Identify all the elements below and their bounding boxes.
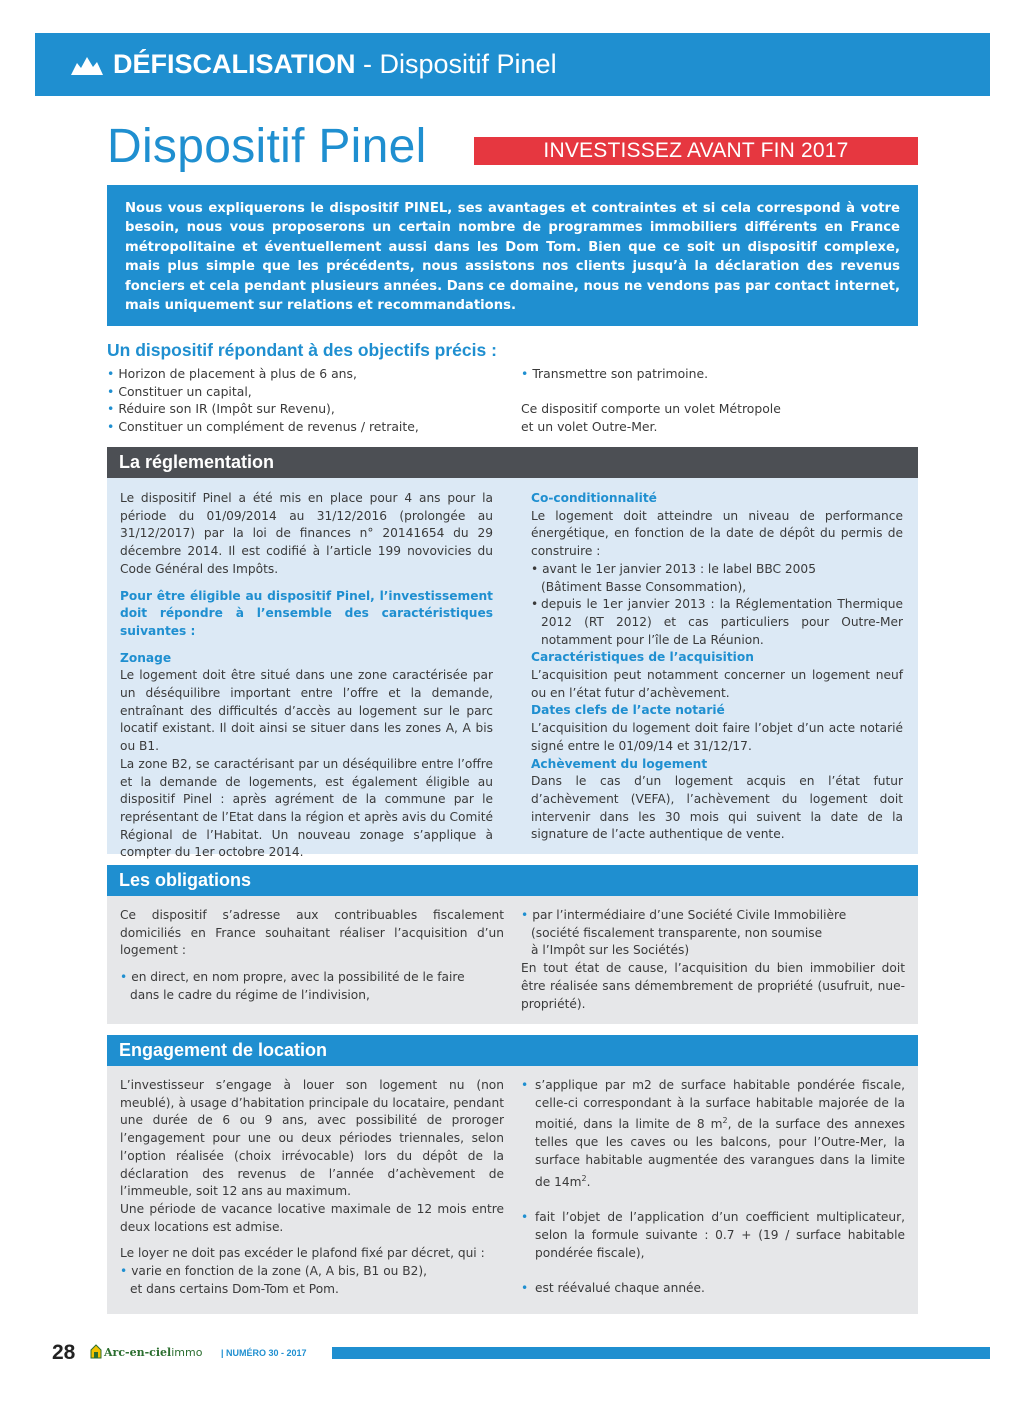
list-item: • depuis le 1er janvier 2013 : la Réglementation Thermique 2012 (RT 2012) et cas particuliers pour Outre-Mer notamment pour l’île de La Réunion. [531,597,903,647]
deadline-badge: INVESTISSEZ AVANT FIN 2017 [474,137,918,165]
reglementation-left-column [120,490,493,862]
reglementation-panel [107,478,918,860]
list-item-continuation: et dans certains Dom-Tom et Pom. [130,1281,339,1296]
engagement-panel [107,1066,918,1314]
intro-paragraph: Nous vous expliquerons le dispositif PINEL, ses avantages et contraintes et si cela correspond à votre besoin, nous vous proposerons un certain nombre de programmes immobiliers différents en France métropolitaine et éventuellement aussi dans les Dom Tom. Bien que ce soit un dispositif complexe, mais plus simple que les précédents, nous assistons nos clients jusqu’à la déclaration des revenus fonciers et cela pendant plusieurs années. Dans ce domaine, nous ne vendons pas par contact internet, mais uniquement sur relations et recommandations. [107,185,918,326]
brand-name: Arc-en-cielimmo [104,1346,203,1359]
list-item: • est réévalué chaque année. [521,1280,905,1298]
page-title: Dispositif Pinel [107,120,427,173]
list-item: • Réduire son IR (Impôt sur Revenu), [107,401,335,417]
reglementation-heading: La réglementation [107,447,918,478]
section-header-bar [35,33,990,96]
objectives-heading: Un dispositif répondant à des objectifs précis : [107,340,497,360]
reglementation-intro: Le dispositif Pinel a été mis en place pour 4 ans pour la période du 01/09/2014 au 31/12/2016 (prolongée au 31/12/2017) par la loi de finances n° 20141654 du 29 décembre 2014. Il est codifié à l’article 199 novovicies du Code Général des Impôts. [120,491,493,576]
header-title-rest: - Dispositif Pinel [355,49,557,79]
zonage-paragraph-2: La zone B2, se caractérisant par un déséquilibre entre l’offre et la demande de logements, est également éligible au dispositif Pinel : après agrément de la commune par le représentant de l’Etat dans la région et après avis du Comité Régional de l’Habitat. Un nouveau zonage s’applique à compter du 1er octobre 2014. [120,756,493,860]
zonage-heading: Zonage [120,650,172,665]
obligations-panel [107,896,918,1024]
page-number: 28 [52,1341,76,1364]
bullet-icon: • [521,1281,529,1296]
engagement-left-column [120,1077,504,1298]
list-item: • en direct, en nom propre, avec la possibilité de le faire [120,970,465,985]
list-item: • Horizon de placement à plus de 6 ans, [107,366,357,381]
obligations-left-column [120,907,504,1005]
objectives-list-right [521,365,921,435]
bullet-icon: • [120,970,128,985]
dates-paragraph: L’acquisition du logement doit faire l’objet d’un acte notarié signé entre le 01/09/14 et 31/12/17. [531,721,903,753]
list-item-continuation: (société fiscalement transparente, non soumise [531,925,823,940]
bullet-icon: • [521,908,529,922]
list-item-continuation: (Bâtiment Basse Consommation), [541,579,747,594]
achevement-heading: Achèvement du logement [531,756,708,771]
objectives-note-line2: et un volet Outre-Mer. [521,418,658,434]
bullet-icon: • [521,1078,529,1092]
issue-label: | NUMÉRO 30 - 2017 [221,1348,307,1358]
engagement-paragraph-1: L’investisseur s’engage à louer son logement nu (non meublé), à usage d’habitation principale du locataire, pendant une durée de 6 ou 9 ans, avec possibilité de proroger l’engagement pour une ou deux périodes triennales, selon l’option réalisée (choix irrévocable) lors du dépôt de la déclaration des revenus de l’année d’achèvement de l’immeuble, soit 12 ans au maximum. [120,1078,504,1199]
dates-heading: Dates clefs de l’acte notarié [531,703,725,718]
list-item: • fait l’objet de l’application d’un coefficient multiplicateur, selon la formule suivante : 0.7 + (19 / surface habitable pondérée fiscale), [521,1209,905,1262]
list-item: • par l’intermédiaire d’une Société Civile Immobilière [521,908,847,922]
objectives-note-line1: Ce dispositif comporte un volet Métropole [521,401,781,417]
cocond-paragraph: Le logement doit atteindre un niveau de performance énergétique, en fonction de la date de dépôt du permis de construire : [531,508,903,559]
bullet-icon: • [120,1264,128,1279]
bullet-icon: • [107,366,115,381]
achevement-paragraph: Dans le cas d’un logement acquis en l’état futur d’achèvement (VEFA), l’achèvement du logement doit intervenir dans les 30 mois qui suivent la date de la signature de l’acte authentique de vente. [531,774,903,842]
list-item: • Constituer un complément de revenus / retraite, [107,418,419,434]
list-item: • avant le 1er janvier 2013 : le label BBC 2005 [531,561,816,576]
mountains-logo-icon [71,55,103,75]
list-item-continuation: dans le cadre du régime de l’indivision, [130,987,370,1002]
acquisition-paragraph: L’acquisition peut notamment concerner un logement neuf ou en l’état futur d’achèvement. [531,668,903,700]
reglementation-right-column [531,490,903,844]
list-item: • varie en fonction de la zone (A, A bis, B1 ou B2), [120,1264,427,1279]
bullet-icon: • [521,366,529,381]
header-title [113,49,557,80]
obligations-right-column [521,907,905,1013]
engagement-paragraph-3: Le loyer ne doit pas excéder le plafond fixé par décret, qui : [120,1246,485,1261]
eligibility-heading: Pour être éligible au dispositif Pinel, l’investissement doit répondre à l’ensemble des caractéristiques suivantes : [120,588,493,638]
bullet-icon: • [107,383,115,399]
bullet-icon: • [107,401,115,417]
list-item: • Constituer un capital, [107,383,252,399]
objectives-list-left [107,365,507,435]
obligations-heading: Les obligations [107,865,918,896]
cocond-heading: Co-conditionnalité [531,491,657,505]
zonage-paragraph-1: Le logement doit être situé dans une zone caractérisée par un déséquilibre important entre l’offre et la demande, entraînant des difficultés d’accès au logement sur le parc locatif existant. Il doit ainsi se situer dans les zones A, A bis ou B1. [120,668,493,754]
house-logo-icon [90,1343,102,1359]
engagement-heading: Engagement de location [107,1035,918,1066]
acquisition-heading: Caractéristiques de l’acquisition [531,650,754,665]
obligations-paragraph: Ce dispositif s’adresse aux contribuables fiscalement domiciliés en France souhaitant réaliser l’acquisition d’un logement : [120,908,504,958]
footer-accent-bar [332,1347,990,1359]
header-title-bold: DÉFISCALISATION [113,49,356,79]
list-item-continuation: à l’Impôt sur les Sociétés) [531,943,690,958]
engagement-paragraph-2: Une période de vacance locative maximale de 12 mois entre deux locations est admise. [120,1201,504,1234]
engagement-right-column [521,1077,905,1298]
obligations-right-paragraph: En tout état de cause, l’acquisition du bien immobilier doit être réalisée sans démembrement de propriété (usufruit, nue-propriété). [521,961,905,1011]
bullet-icon: • [107,418,115,434]
list-item: • Transmettre son patrimoine. [521,366,709,381]
list-item: • s’applique par m2 de surface habitable pondérée fiscale, celle-ci correspondant à la surface habitable majorée de la moitié, dans la limite de 8 $m^2$, de la surface des annexes telles que les caves ou les balcons, pour l’Outre-Mer, la surface habitable augmentée des varangues dans la limite de $14m^2$. [521,1077,905,1191]
bullet-icon: • [521,1210,529,1225]
